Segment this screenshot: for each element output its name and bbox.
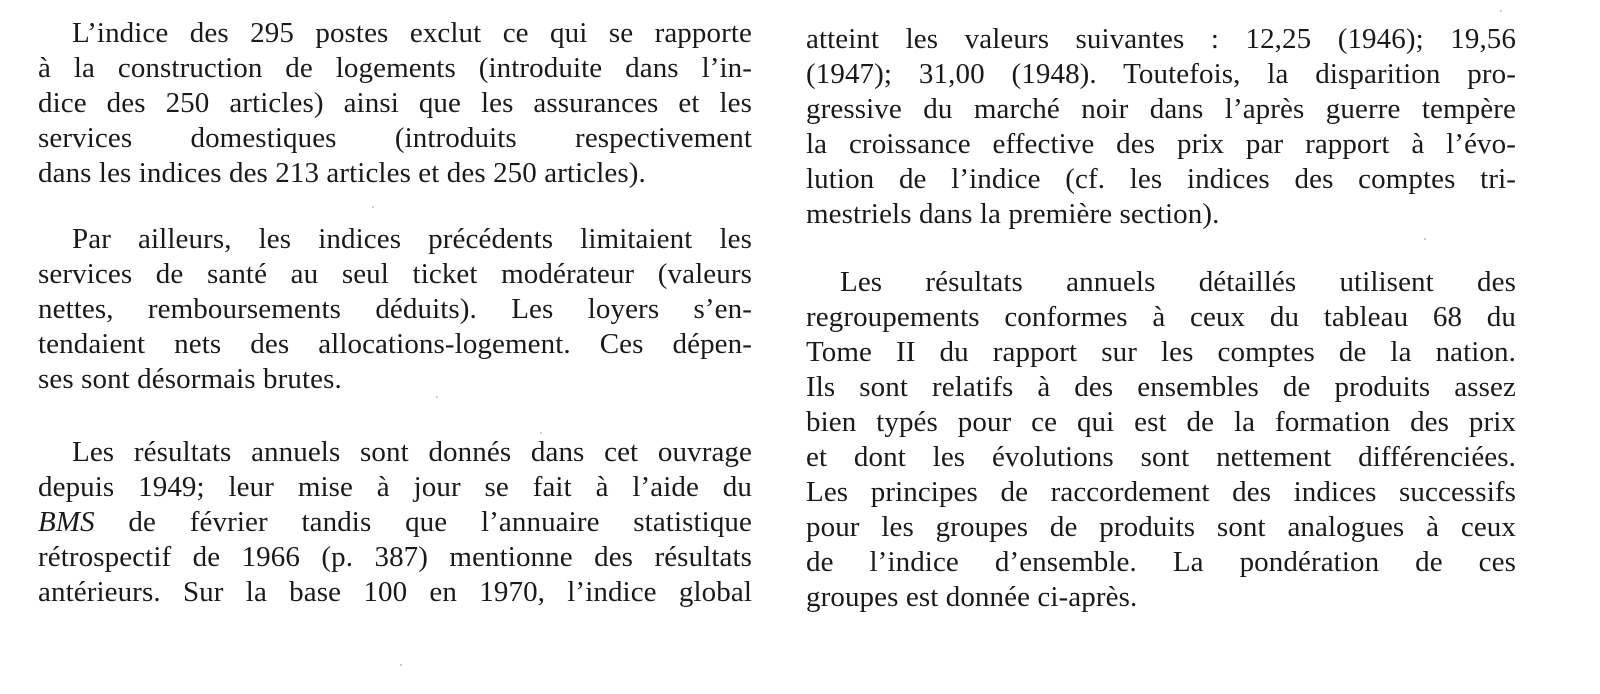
text-line: depuis 1949; leur mise à jour se fait à l’aide du [38,471,752,503]
right-column [806,14,1516,615]
text-line: tendaient nets des allocations-logement. Ces dépen- [38,328,752,360]
text-line: Les principes de raccordement des indices successifs [806,476,1516,508]
text-line: la croissance effective des prix par rapport à l’évo- [806,128,1516,160]
left-paragraph-1 [38,16,752,191]
text-line: dice des 250 articles) ainsi que les assurances et les [38,87,752,119]
text-line: antérieurs. Sur la base 100 en 1970, l’indice global [38,576,752,608]
text-line: Les résultats annuels sont donnés dans cet ouvrage [72,436,752,468]
scan-speck [400,664,402,666]
text-line [38,505,752,540]
text-line: de l’indice d’ensemble. La pondération de ces [806,546,1516,578]
text-line: services de santé au seul ticket modérateur (valeurs [38,258,752,290]
scan-speck [1424,238,1426,240]
right-paragraph-1 [806,22,1516,232]
right-paragraph-2 [806,265,1516,615]
scan-speck [1500,10,1502,12]
text-line: rétrospectif de 1966 (p. 387) mentionne des résultats [38,541,752,573]
text-line: ses sont désormais brutes. [38,363,342,395]
text-line: atteint les valeurs suivantes : 12,25 (1946); 19,56 [806,23,1516,55]
left-column [38,14,752,610]
text-line: groupes est donnée ci-après. [806,581,1138,613]
text-line: nettes, remboursements déduits). Les loyers s’en- [38,293,752,325]
text-line: (1947); 31,00 (1948). Toutefois, la disparition pro- [806,58,1516,90]
text-line: Les résultats annuels détaillés utilisent des [840,266,1516,298]
text-line: Tome II du rapport sur les comptes de la nation. [806,336,1516,368]
text-line: regroupements conformes à ceux du tableau 68 du [806,301,1516,333]
text-line: services domestiques (introduits respectivement [38,122,752,154]
text-line: mestriels dans la première section). [806,198,1220,230]
scan-speck [372,206,374,208]
text-line: gressive du marché noir dans l’après guerre tempère [806,93,1516,125]
left-paragraph-2 [38,222,752,397]
text-line-rest: de février tandis que l’annuaire statistique [94,506,752,538]
text-line: à la construction de logements (introduite dans l’in- [38,52,752,84]
text-line: lution de l’indice (cf. les indices des comptes tri- [806,163,1516,195]
text-line: dans les indices des 213 articles et des 250 articles). [38,157,646,189]
text-line: L’indice des 295 postes exclut ce qui se rapporte [72,17,752,49]
text-line: et dont les évolutions sont nettement différenciées. [806,441,1516,473]
text-line: bien typés pour ce qui est de la formation des prix [806,406,1516,438]
bms-abbreviation: BMS [38,506,95,538]
text-line: Ils sont relatifs à des ensembles de produits assez [806,371,1516,403]
text-line: Par ailleurs, les indices précédents limitaient les [72,223,752,255]
left-paragraph-3 [38,435,752,610]
scan-speck [436,396,438,398]
text-line: pour les groupes de produits sont analogues à ceux [806,511,1516,543]
scan-speck [540,432,542,434]
